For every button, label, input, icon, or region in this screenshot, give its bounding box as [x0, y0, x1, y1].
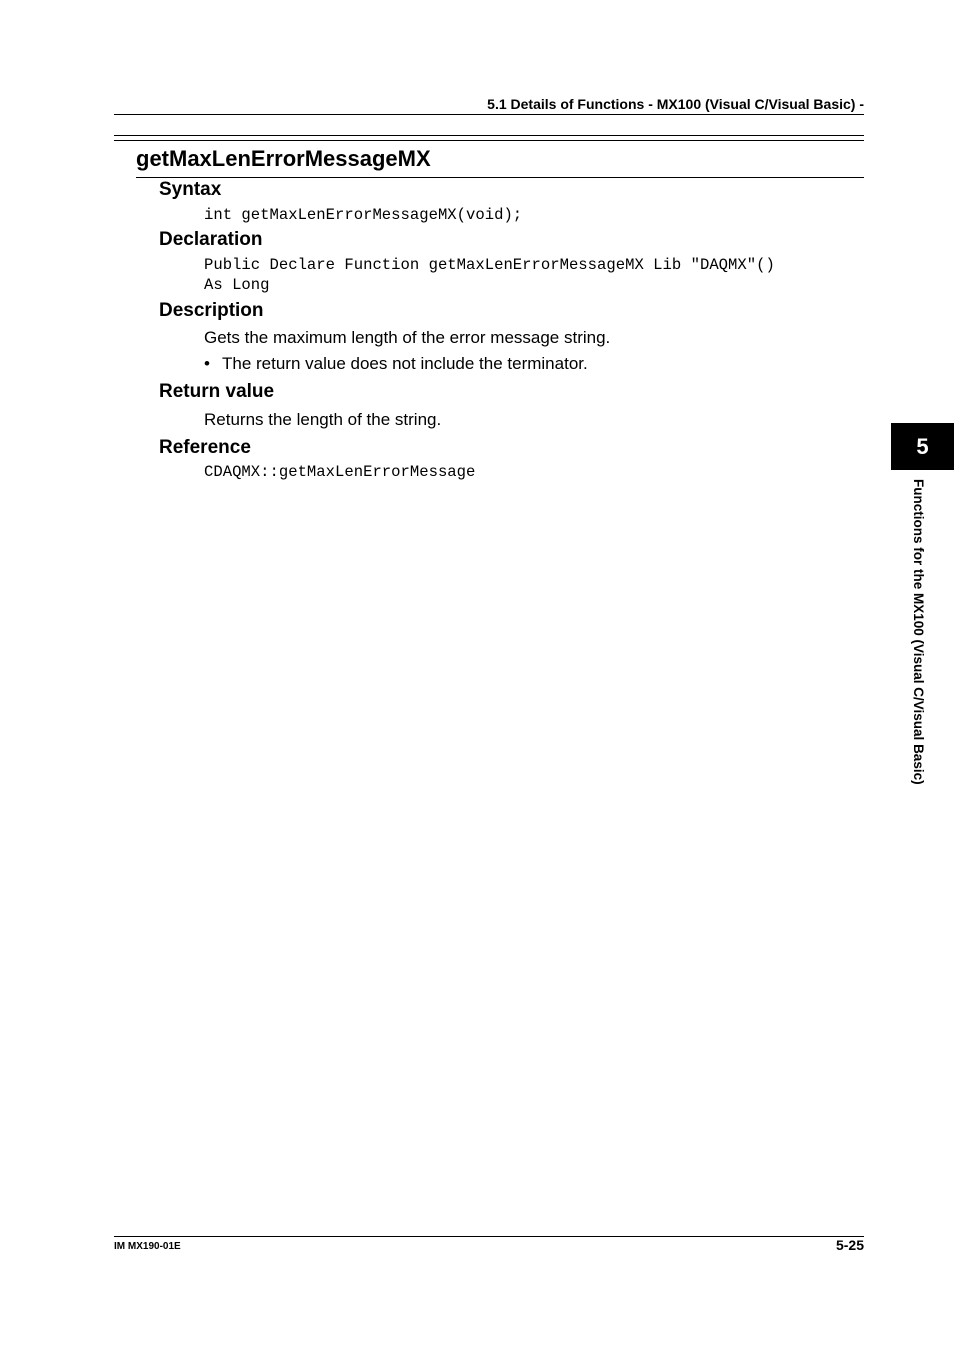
chapter-side-label: Functions for the MX100 (Visual C/Visual Basic)	[911, 479, 926, 785]
title-rule-top-2	[114, 140, 864, 141]
description-bullet	[204, 354, 588, 374]
footer-rule	[114, 1236, 864, 1237]
header-rule	[114, 114, 864, 115]
bullet-symbol: •	[204, 354, 210, 373]
return-value-heading: Return value	[159, 381, 275, 402]
declaration-code-line-2: As Long	[204, 276, 270, 294]
syntax-heading: Syntax	[159, 179, 222, 200]
chapter-number: 5	[916, 433, 929, 459]
function-title: getMaxLenErrorMessageMX	[136, 146, 431, 171]
chapter-tab	[891, 423, 954, 470]
declaration-code-line-1: Public Declare Function getMaxLenErrorMessageMX Lib "DAQMX"()	[204, 256, 775, 274]
reference-code: CDAQMX::getMaxLenErrorMessage	[204, 463, 476, 481]
title-rule-top-1	[114, 135, 864, 136]
reference-heading: Reference	[159, 437, 251, 458]
running-header: 5.1 Details of Functions - MX100 (Visual C/Visual Basic) -	[487, 96, 864, 112]
title-rule-bottom	[136, 177, 864, 178]
manual-id: IM MX190-01E	[114, 1241, 181, 1252]
description-heading: Description	[159, 300, 264, 321]
description-text: Gets the maximum length of the error message string.	[204, 328, 611, 347]
bullet-text: The return value does not include the terminator.	[222, 354, 588, 373]
declaration-heading: Declaration	[159, 229, 263, 250]
return-value-text: Returns the length of the string.	[204, 410, 442, 429]
syntax-code: int getMaxLenErrorMessageMX(void);	[204, 206, 523, 224]
page-number: 5-25	[835, 1237, 864, 1253]
